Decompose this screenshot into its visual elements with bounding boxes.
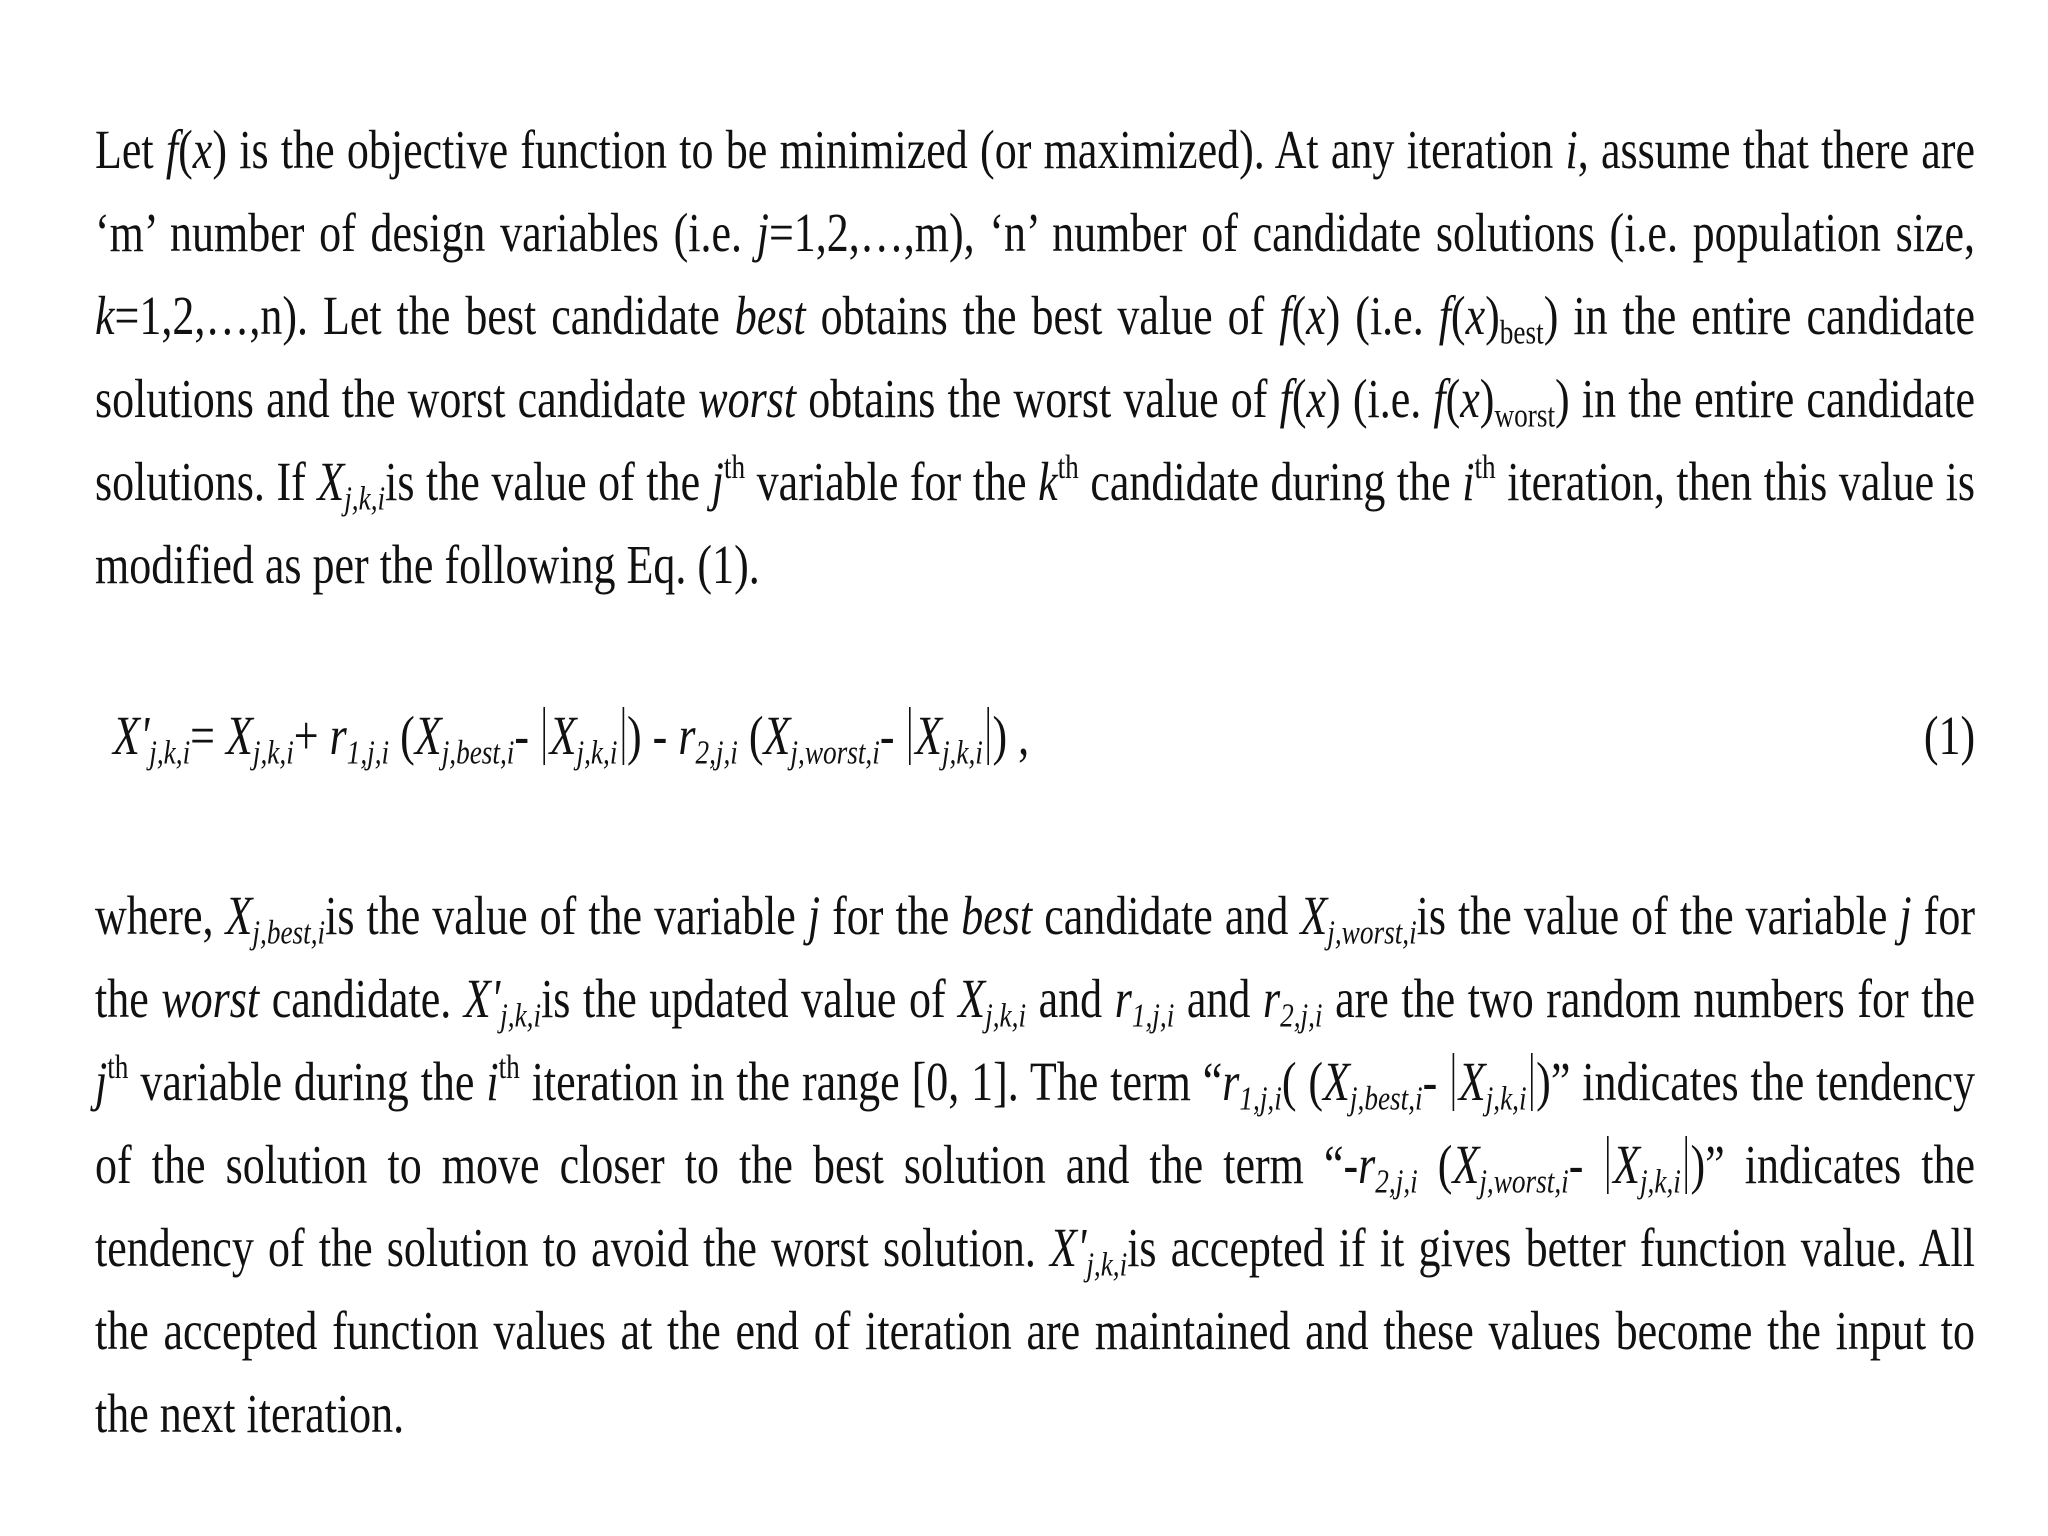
subscript: j,k,i [941,734,983,772]
text-run: ( [737,705,764,766]
math-symbol: r [678,705,696,766]
math-symbol: f [1438,285,1451,346]
subscript: j,best,i [441,734,515,772]
text-run: is the value of the variable [325,885,808,946]
text-run: is the updated value of [541,968,959,1029]
text-run: variable for the [745,451,1039,512]
subscript: best [1499,314,1544,352]
math-symbol: X' [463,968,501,1029]
subscript: j,k,i [500,997,542,1035]
math-symbol: r [1262,968,1281,1029]
text-run: ) (i.e. [1326,368,1434,429]
text-run: candidate and [1032,885,1301,946]
subscript: 2,j,i [1280,997,1323,1035]
subscript: j,worst,i [1479,1163,1569,1201]
subscript: j,k,i [252,734,294,772]
text-run: ) (i.e. [1325,285,1439,346]
subscript: j,k,i [985,997,1027,1035]
text-run: ) - [627,705,679,766]
math-symbol: X [1300,885,1328,946]
text-run: - [1422,1051,1450,1112]
math-symbol: best [961,885,1033,946]
paragraph-definitions [95,108,1975,606]
math-symbol: j [711,451,724,512]
text-run: =1,2,…,m), ‘n’ number of candidate solutions (i.e. population size, [768,202,1975,263]
subscript: j,k,i [1086,1246,1128,1284]
math-symbol: best [734,285,806,346]
text-run: iteration in the range [0, 1]. The term “ [519,1051,1223,1112]
math-symbol: f [1433,368,1446,429]
superscript: th [1474,448,1496,486]
text-run: - [879,705,906,766]
math-symbol: j [756,202,769,263]
text-run: is the value of the variable [1416,885,1900,946]
text-run: obtains the best value of [805,285,1280,346]
math-symbol: x [1306,285,1326,346]
math-symbol: i [1462,451,1475,512]
math-symbol: X [1452,1134,1480,1195]
text-run: ( ( [1281,1051,1324,1112]
math-symbol: x [1306,368,1327,429]
text-run: ( [1445,368,1461,429]
math-symbol: X [958,968,986,1029]
subscript: j,k,i [1485,1080,1527,1118]
text-run: = [190,705,226,766]
math-symbol: X' [113,705,150,766]
text-run: for the [95,885,1975,1029]
text-run: , assume that there are ‘m’ number of design variables (i.e. [95,119,1975,263]
text-run: where, [95,885,226,946]
math-symbol: r [329,705,347,766]
text-run: ( [389,705,415,766]
text-run: ( [1291,285,1307,346]
text-run: is the value of the [385,451,712,512]
subscript: 1,j,i [1131,997,1175,1035]
text-run: ) [1479,368,1495,429]
math-symbol: X [1458,1051,1486,1112]
text-run: iteration, then this value is modified as per the following Eq. (1). [95,451,1976,595]
text-run: are the two random numbers for the [1322,968,1975,1029]
superscript: th [723,448,746,486]
absolute-value [1452,1051,1533,1118]
text-run: ( [1417,1134,1453,1195]
superscript: th [107,1048,129,1086]
text-run: ( [178,119,193,180]
equation-1 [113,686,1029,786]
math-symbol: X' [1050,1217,1087,1278]
superscript: th [1057,448,1079,486]
document-page [95,108,1975,1455]
text-run: candidate during the [1078,451,1463,512]
subscript: j,k,i [1639,1163,1681,1201]
text-run: + [293,705,330,766]
math-symbol: f [1279,285,1292,346]
paragraph-explanation [95,874,1975,1455]
subscript: j,worst,i [790,734,880,772]
text-run: obtains the worst value of [796,368,1280,429]
math-symbol: k [1038,451,1058,512]
text-run: Let [95,119,166,180]
math-symbol: j [807,885,821,946]
text-run: ) is the objective function to be minimized (or maximized). At any iteration [212,119,1566,180]
text-run: ( [1291,368,1307,429]
subscript: j,best,i [252,914,326,952]
subscript: 2,j,i [1375,1163,1418,1201]
text-run: =1,2,…,n). Let the best candidate [114,285,735,346]
text-run: and [1174,968,1263,1029]
subscript: worst [1494,397,1556,435]
subscript: j,k,i [344,480,386,518]
math-symbol: f [165,119,179,180]
math-symbol: k [95,285,115,346]
text-run: - [1568,1134,1604,1195]
math-symbol: j [95,1051,108,1112]
math-symbol: X [763,705,791,766]
text-run: is accepted if it gives better function value. All the accepted function values at the end of iteration are maintained and these values become the input to the next iteration. [95,1217,1975,1444]
math-symbol: X [1613,1134,1640,1195]
text-run: ) in the entire candidate solutions. If [95,368,1976,512]
subscript: j,best,i [1349,1080,1423,1118]
absolute-value [543,705,624,772]
math-symbol: X [226,705,253,766]
math-symbol: x [1465,285,1486,346]
text-run: ) [1485,285,1500,346]
math-symbol: i [486,1051,499,1112]
math-symbol: j [1899,885,1912,946]
text-run: ) , [992,705,1030,766]
math-symbol: X [915,705,942,766]
absolute-value [909,705,990,772]
absolute-value [1607,1134,1688,1201]
text-run: - [514,705,541,766]
math-symbol: worst [161,968,260,1029]
math-symbol: r [1222,1051,1240,1112]
math-symbol: i [1565,119,1578,180]
subscript: j,worst,i [1327,914,1417,952]
math-symbol: worst [698,368,797,429]
math-symbol: X [414,705,442,766]
superscript: th [498,1048,520,1086]
text-run: )” indicates the tendency of the solution to move closer to the best solution and the term “- [95,1051,1975,1195]
subscript: 2,j,i [695,734,738,772]
text-run: and [1026,968,1115,1029]
math-symbol: r [1358,1134,1376,1195]
subscript: 1,j,i [1239,1080,1282,1118]
text-run: )” indicates the tendency of the solution to avoid the worst solution. [95,1134,1975,1278]
text-run: candidate. [259,968,464,1029]
math-symbol: X [1323,1051,1350,1112]
subscript: j,k,i [149,734,191,772]
subscript: 1,j,i [346,734,390,772]
subscript: j,k,i [576,734,618,772]
math-symbol: X [549,705,577,766]
math-symbol: x [1460,368,1480,429]
math-symbol: X [225,885,253,946]
text-run: for the [820,885,962,946]
math-symbol: x [192,119,213,180]
text-run: variable during the [128,1051,487,1112]
math-symbol: r [1114,968,1132,1029]
equation-block [95,686,1975,786]
text-run: ) in the entire candidate solutions and the worst candidate [95,285,1976,429]
math-symbol: X [317,451,345,512]
equation-number: (1) [1923,705,1975,766]
math-symbol: f [1279,368,1292,429]
text-run: ( [1450,285,1466,346]
